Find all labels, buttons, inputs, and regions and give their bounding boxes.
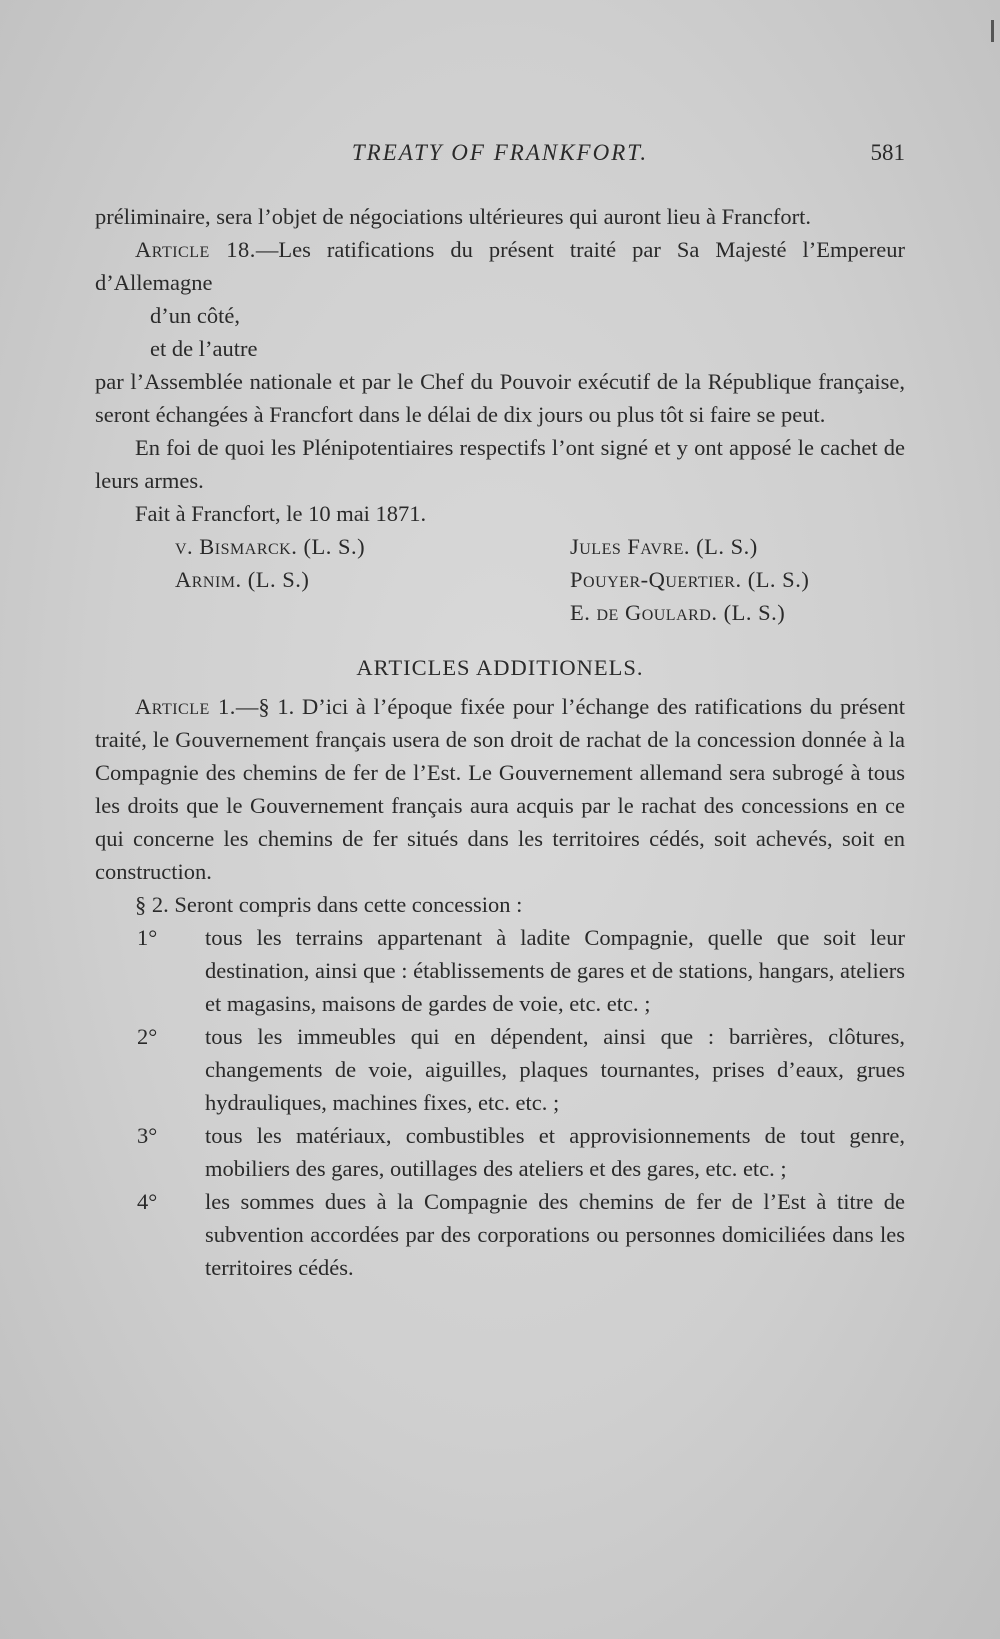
page-edge-mark [991, 20, 994, 42]
list-item-marker: 1° [137, 925, 158, 950]
article-18-line-b: et de l’autre [150, 336, 258, 361]
signature-block [95, 530, 905, 629]
article-18-line-a: d’un côté, [150, 303, 240, 328]
article-18-text: —Les ratifications du présent traité par Sa Majesté l’Empereur d’Allemagne [95, 237, 906, 295]
signature-arnim: Arnim. (L. S.) [175, 567, 310, 592]
paragraph-article-1 [95, 690, 905, 888]
paragraph-section-2: § 2. Seront compris dans cette concession : [135, 892, 523, 917]
signature-bismarck: v. Bismarck. (L. S.) [175, 534, 366, 559]
list-item-text: les sommes dues à la Compagnie des chemins de fer de l’Est à titre de subvention accordées par des corporations ou personnes domiciliées dans les territoires cédés. [205, 1189, 905, 1280]
list-item-text: tous les immeubles qui en dépendent, ainsi que : barrières, clôtures, changements de voie, aiguilles, plaques tournantes, prises d’eaux, grues hydrauliques, machines fixes, etc. etc. ; [205, 1024, 905, 1115]
list-item-text: tous les terrains appartenant à ladite Compagnie, quelle que soit leur destination, ainsi que : établissements de gares et de stations, hangars, ateliers et magasins, maisons de gardes de voie, etc. etc. ; [205, 925, 905, 1016]
running-head [95, 140, 905, 174]
article-1-text: —§ 1. D’ici à l’époque fixée pour l’échange des ratifications du présent traité, le Gouvernement français usera de son droit de rachat de la concession donnée à la Compagnie des chemins de fer de l’Est. Le Gouvernement allemand sera subrogé à tous les droits que le Gouvernement français aura acquis par le rachat des concessions en ce qui concerne les chemins de fer situés dans les territoires cédés, soit achevés, soit en construction. [95, 694, 906, 884]
list-item [95, 1020, 905, 1119]
article-1-label: Article 1. [135, 694, 236, 719]
list-item-text: tous les matériaux, combustibles et approvisionnements de tout genre, mobiliers des gares, outillages des ateliers et des gares, etc. etc. ; [205, 1123, 905, 1181]
text-block [95, 140, 905, 1284]
running-title: TREATY OF FRANKFORT. [351, 140, 649, 165]
paragraph-fait: Fait à Francfort, le 10 mai 1871. [135, 501, 427, 526]
signature-pouyer-quertier: Pouyer-Quertier. (L. S.) [570, 567, 810, 592]
signature-goulard: E. de Goulard. (L. S.) [570, 600, 786, 625]
list-item [95, 921, 905, 1020]
article-18-rest: par l’Assemblée nationale et par le Chef du Pouvoir exécutif de la République française, seront échangées à Francfort dans le délai de dix jours ou plus tôt si faire se peut. [95, 369, 905, 427]
signature-favre: Jules Favre. (L. S.) [570, 534, 758, 559]
article-18-label: Article 18. [135, 237, 256, 262]
list-item [95, 1185, 905, 1284]
signature-empty-cell [175, 596, 570, 629]
list-item-marker: 3° [137, 1123, 158, 1148]
page-number: 581 [870, 140, 905, 165]
list-item-marker: 4° [137, 1189, 158, 1214]
paragraph-preliminaire: préliminaire, sera l’objet de négociations ultérieures qui auront lieu à Francfort. [95, 204, 811, 229]
section-heading-additionels: ARTICLES ADDITIONELS. [356, 655, 644, 680]
paragraph-article-18 [95, 233, 905, 299]
list-item [95, 1119, 905, 1185]
list-item-marker: 2° [137, 1024, 158, 1049]
paragraph-en-foi: En foi de quoi les Plénipotentiaires respectifs l’ont signé et y ont apposé le cachet de leurs armes. [95, 435, 905, 493]
